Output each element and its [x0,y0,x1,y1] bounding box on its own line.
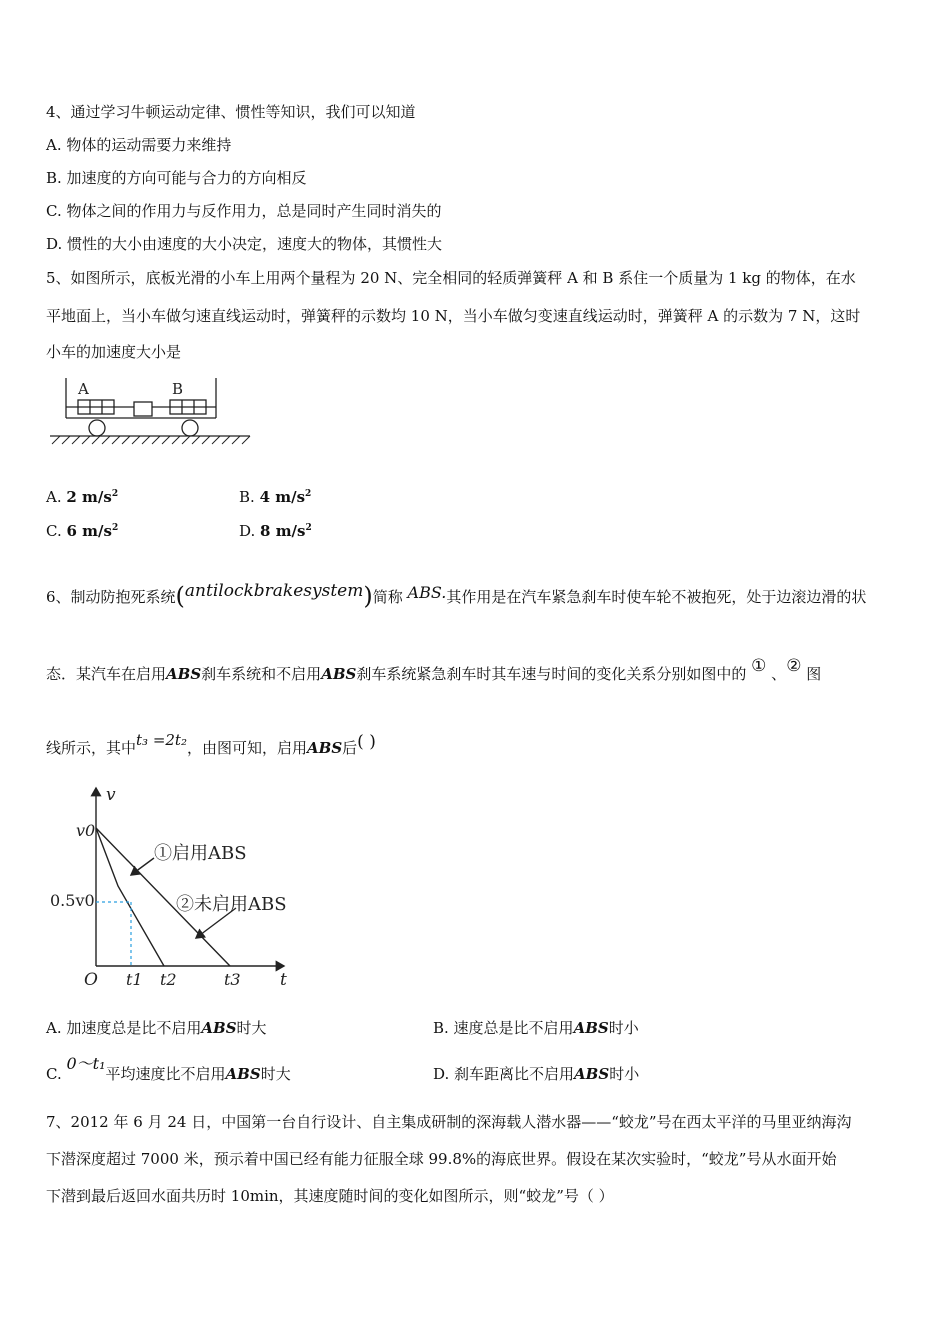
q7-stem-line3: 下潜到最后返回水面共历时 10min，其速度随时间的变化如图所示，则“蛟龙”号（ ） [46,1187,614,1205]
velocity-time-graph [46,780,326,992]
q6-stem-line3: 线所示，其中t₃ =2t₂，由图可知，启用ABS后( ) [46,731,376,757]
cart-block [134,402,152,416]
q4-option-b: B. 加速度的方向可能与合力的方向相反 [46,169,307,187]
q5-option-d: D. 8 $m/s^2$ [239,522,312,540]
q7-stem-line2: 下潜深度超过 7000 米，预示着中国已经有能力征服全球 99.8%的海底世界。假设在某次实验时，“蛟龙”号从水面开始 [46,1150,837,1168]
q6-option-d: D. 刹车距离比不启用ABS时小 [433,1065,640,1083]
t2-label: t2 [160,970,177,989]
q5-option-a: A. 2 $m/s^2$ [46,488,119,506]
q6-stem-line2: 态．某汽车在启用ABS刹车系统和不启用ABS刹车系统紧急刹车时其车速与时间的变化关系分别如图中的 ① 、② 图 [46,656,822,683]
t3-label: t3 [224,970,241,989]
label-a: A [78,380,89,398]
q5-option-b: B. 4 $m/s^2$ [239,488,312,506]
t1-label: t1 [126,970,143,989]
q4-stem: 4、通过学习牛顿运动定律、惯性等知识，我们可以知道 [46,103,416,121]
q5-option-c: C. 6 $m/s^2$ [46,522,119,540]
x-axis-label: t [280,970,287,990]
curve-2-label: ②未启用ABS [176,894,287,915]
q5-stem-line2: 平地面上，当小车做匀速直线运动时，弹簧秤的示数均 10 N，当小车做匀变速直线运动时，弹簧秤 A 的示数为 7 N，这时 [46,307,861,325]
y-axis-label: v [106,785,116,805]
q6-option-b: B. 速度总是比不启用ABS时小 [433,1019,639,1037]
curve-1-label: ①启用ABS [154,843,247,864]
pointer-arrow-1 [131,858,154,875]
cart-wheel-right [182,420,198,436]
q6-option-c: C. 0～t₁平均速度比不启用ABS时大 [46,1054,291,1083]
v0-label: v0 [76,821,96,840]
q5-stem-line3: 小车的加速度大小是 [46,343,182,361]
q4-option-a: A. 物体的运动需要力来维持 [46,136,232,154]
q7-stem-line1: 7、2012 年 6 月 24 日，中国第一台自行设计、自主集成研制的深海载人潜水器——“蛟龙”号在西太平洋的马里亚纳海沟 [46,1113,852,1131]
cart-diagram [46,374,256,450]
origin-label: O [84,970,98,990]
half-v0-label: 0.5v0 [50,891,95,910]
label-b: B [172,380,184,398]
q5-stem-line1: 5、如图所示，底板光滑的小车上用两个量程为 20 N、完全相同的轻质弹簧秤 A 和 B 系住一个质量为 1 kg 的物体，在水 [46,269,856,287]
q4-option-d: D. 惯性的大小由速度的大小决定，速度大的物体，其惯性大 [46,235,443,253]
cart-wheel-left [89,420,105,436]
ground-hatching [52,436,250,444]
q6-option-a: A. 加速度总是比不启用ABS时大 [46,1019,267,1037]
q4-option-c: C. 物体之间的作用力与反作用力，总是同时产生同时消失的 [46,202,442,220]
q6-stem-line1: 6、制动防抱死系统(antilockbrakesystem)简称 ABS.其作用是在汽车紧急刹车时使车轮不被抱死，处于边滚边滑的状 [46,581,867,610]
